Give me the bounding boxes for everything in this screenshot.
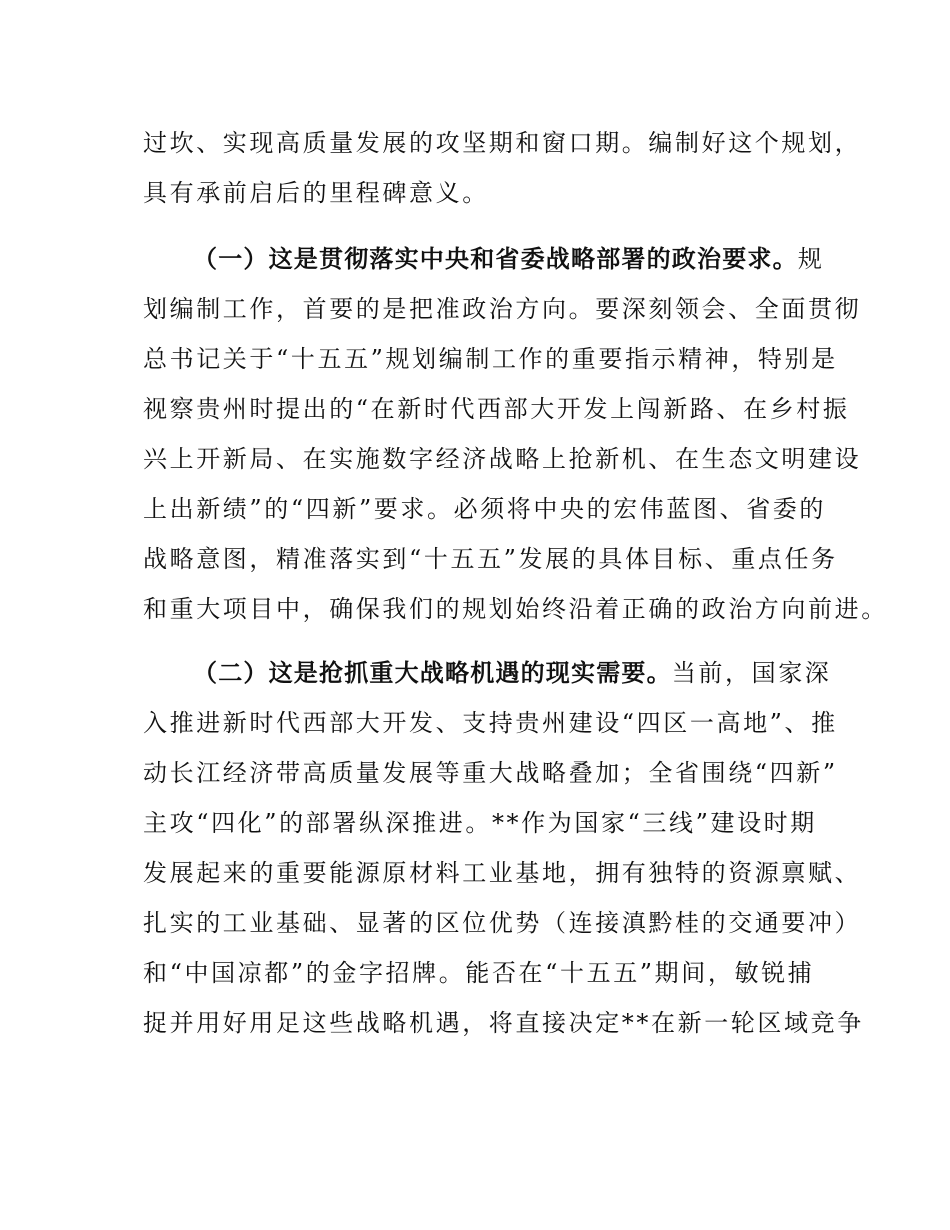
section2-heading: （二）这是抢抓重大战略机遇的现实需要。 [193, 659, 672, 687]
section1-line-7: 战略意图，精准落实到“十五五”发展的具体目标、重点任务 [143, 545, 838, 573]
section2-line-8: 捉并用好用足这些战略机遇，将直接决定**在新一轮区域竞争 [143, 1009, 864, 1037]
section1-line-8: 和重大项目中，确保我们的规划始终沿着正确的政治方向前进。 [143, 595, 888, 623]
section2-first-line-tail: 当前，国家深 [671, 659, 832, 687]
section1-line-3: 总书记关于“十五五”规划编制工作的重要指示精神，特别是 [143, 345, 838, 373]
section2-first-line [193, 658, 893, 688]
section1-first-line [193, 244, 893, 274]
section1-line-6: 上出新绩”的“四新”要求。必须将中央的宏伟蓝图、省委的 [143, 495, 827, 523]
section1-line-2: 划编制工作，首要的是把准政治方向。要深刻领会、全面贯彻 [143, 295, 862, 323]
section1-first-line-tail: 规 [797, 245, 825, 273]
intro-line-2: 具有承前启后的里程碑意义。 [143, 179, 489, 207]
section1-heading: （一）这是贯彻落实中央和省委战略部署的政治要求。 [193, 245, 798, 273]
section1-line-4: 视察贵州时提出的“在新时代西部大开发上闯新路、在乡村振 [143, 395, 850, 423]
intro-line-1: 过坎、实现高质量发展的攻坚期和窗口期。编制好这个规划， [143, 129, 862, 157]
section2-line-7: 和“中国凉都”的金字招牌。能否在“十五五”期间，敏锐捕 [143, 959, 815, 987]
section2-line-3: 动长江经济带高质量发展等重大战略叠加；全省围绕“四新” [143, 759, 838, 787]
section2-line-5: 发展起来的重要能源原材料工业基地，拥有独特的资源禀赋、 [143, 859, 862, 887]
section2-line-4: 主攻“四化”的部署纵深推进。**作为国家“三线”建设时期 [143, 809, 817, 837]
section1-line-5: 兴上开新局、在实施数字经济战略上抢新机、在生态文明建设 [143, 445, 862, 473]
section2-line-2: 入推进新时代西部大开发、支持贵州建设“四区一高地”、推 [143, 709, 838, 737]
section2-line-6: 扎实的工业基础、显著的区位优势（连接滇黔桂的交通要冲） [143, 909, 862, 937]
